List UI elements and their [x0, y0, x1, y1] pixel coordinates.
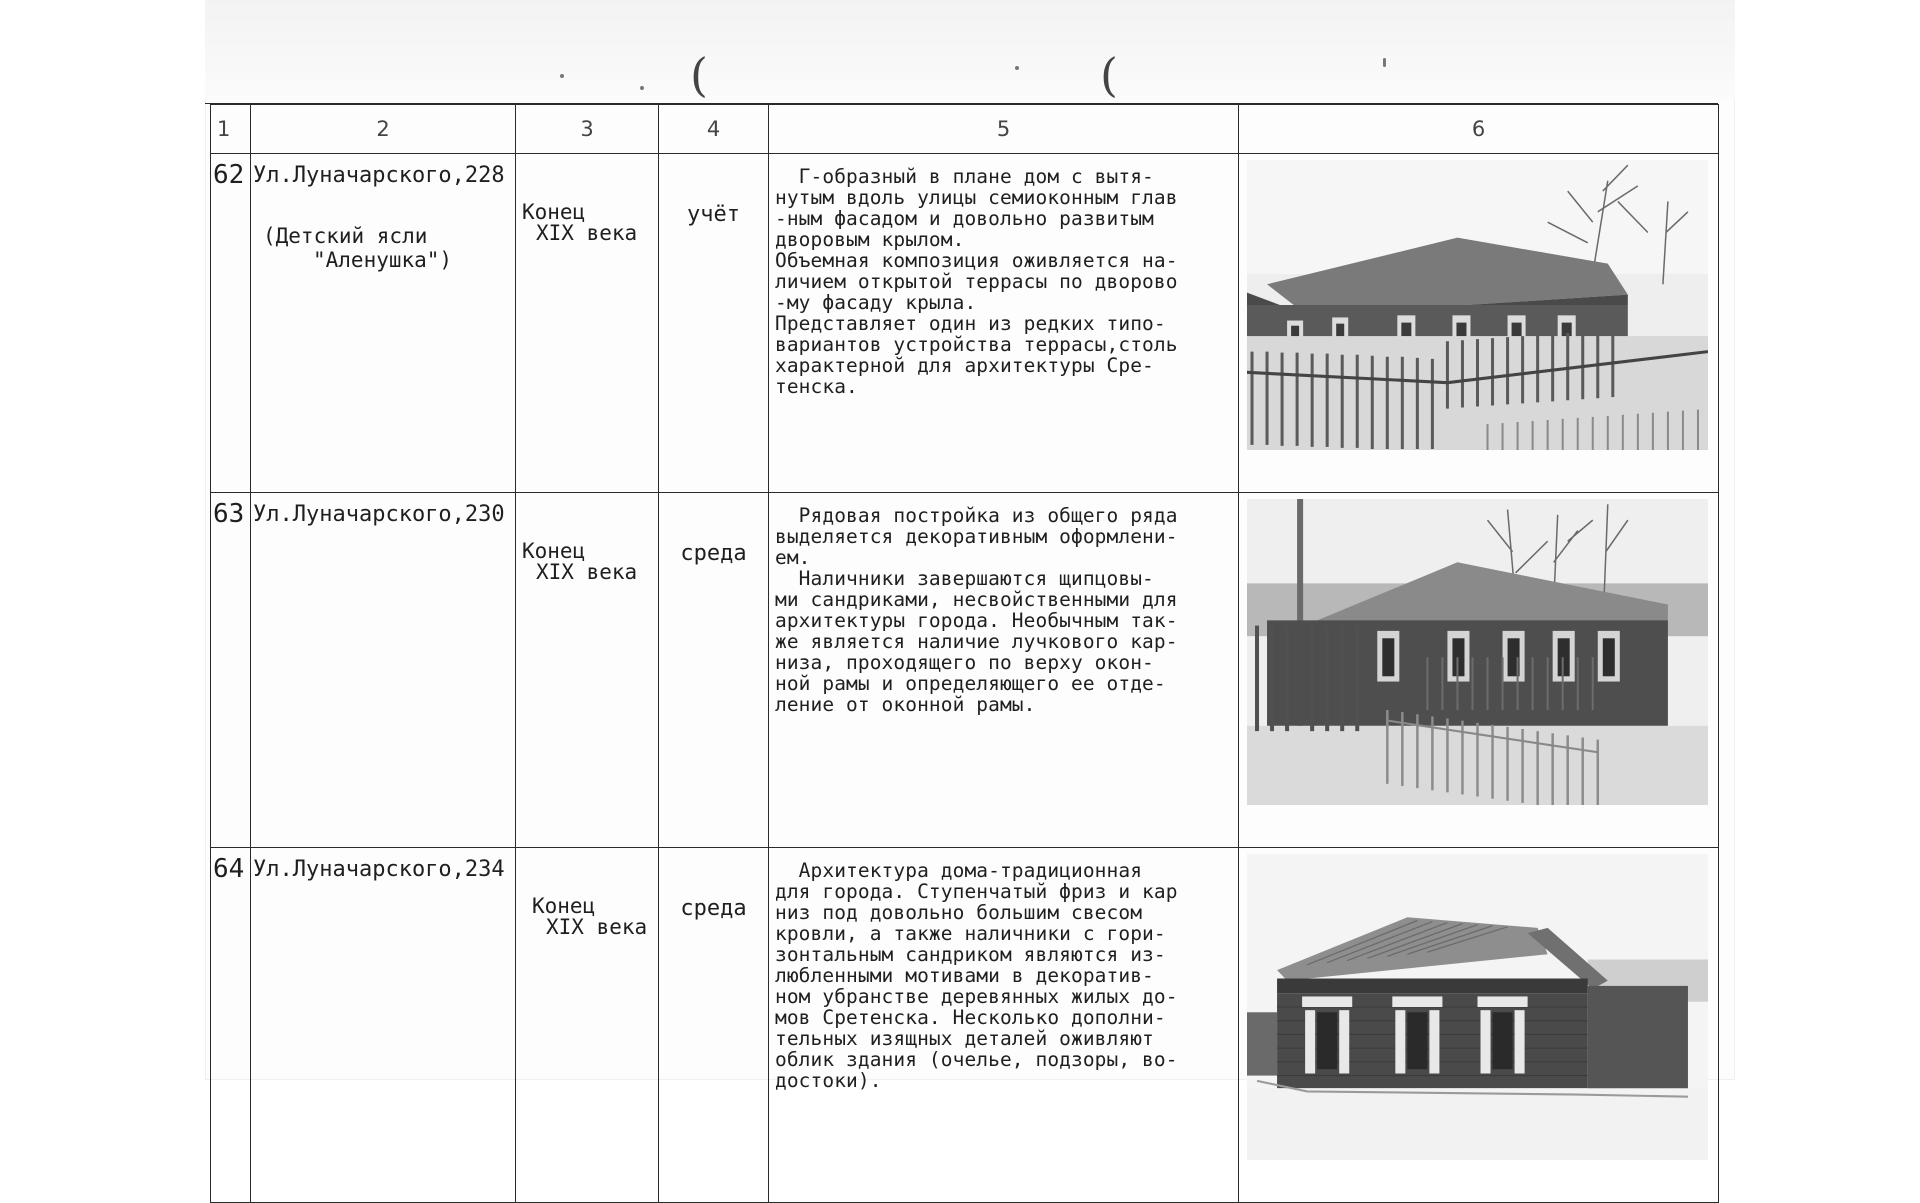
description-line: -му фасаду крыла. — [775, 291, 977, 314]
description-cell — [769, 848, 1239, 1203]
entry-number: 64 — [211, 848, 251, 1203]
era-cell — [516, 154, 659, 493]
description-line: для города. Ступенчатый фриз и кар — [775, 880, 1178, 903]
heritage-register-table — [210, 104, 1719, 1203]
description-line: ми сандриками, несвойственными для — [775, 588, 1178, 611]
description-line: зонтальным сандриком являются из- — [775, 943, 1166, 966]
scan-speck — [640, 86, 644, 90]
address-cell — [251, 493, 516, 848]
description-cell — [769, 154, 1239, 493]
description-line: низ под довольно большим свесом — [775, 901, 1143, 924]
era-line: Конец — [522, 539, 586, 563]
column-number: 6 — [1239, 105, 1719, 154]
description-line: ем. — [775, 546, 811, 569]
description-line: вариантов устройства террасы,столь — [775, 333, 1178, 356]
description-line: ной рамы и определяющего ее отде- — [775, 672, 1166, 695]
protection-status: среда — [659, 493, 769, 848]
description-line: облик здания (очелье, подзоры, во- — [775, 1048, 1178, 1071]
description-line: ление от оконной рамы. — [775, 693, 1036, 716]
house-photo — [1247, 854, 1708, 1160]
era-cell — [516, 848, 659, 1203]
photo-cell — [1239, 493, 1719, 848]
protection-status: учёт — [659, 154, 769, 493]
description-line: тенска. — [775, 375, 858, 398]
description-line: же является наличие лучкового кар- — [775, 630, 1178, 653]
description-line: достоки). — [775, 1069, 882, 1092]
address-note-line: (Детский ясли — [263, 223, 428, 248]
table-row — [211, 848, 1719, 1203]
address-note — [263, 224, 515, 272]
description-line: кровли, а также наличники с гори- — [775, 922, 1166, 945]
description-line: -ным фасадом и довольно развитым — [775, 207, 1154, 230]
description-line: выделяется декоративным оформлени- — [775, 525, 1178, 548]
house-photo — [1247, 499, 1708, 805]
description-line: Архитектура дома-традиционная — [775, 859, 1143, 882]
description-line: Представляет один из редких типо- — [775, 312, 1166, 335]
binding-hole-mark: ( — [690, 48, 708, 102]
address-cell — [251, 848, 516, 1203]
description-line: личием открытой террасы по дворово — [775, 270, 1178, 293]
column-number: 5 — [769, 105, 1239, 154]
address: Ул.Луначарского,230 — [253, 502, 505, 527]
description-line: тельных изящных деталей оживляют — [775, 1027, 1154, 1050]
description-line: Рядовая постройка из общего ряда — [775, 504, 1178, 527]
description-line: Наличники завершаются щипцовы- — [775, 567, 1154, 590]
column-number: 1 — [211, 105, 251, 154]
column-number: 3 — [516, 105, 659, 154]
era-cell — [516, 493, 659, 848]
description-line: дворовым крылом. — [775, 228, 965, 251]
binding-hole-mark: ( — [1100, 48, 1118, 102]
description-line: низа, проходящего по верху окон- — [775, 651, 1154, 674]
description-line: нутым вдоль улицы семиоконным глав — [775, 186, 1178, 209]
era-line: Конец — [522, 200, 586, 224]
description-line: любленными мотивами в декоратив- — [775, 964, 1154, 987]
entry-number: 62 — [211, 154, 251, 493]
era-line: XIX века — [536, 560, 638, 584]
photo-cell — [1239, 848, 1719, 1203]
scan-speck — [560, 74, 564, 78]
era-line: XIX века — [536, 221, 638, 245]
era-line: XIX века — [546, 915, 648, 939]
address: Ул.Луначарского,234 — [253, 857, 505, 882]
description-line: ном убранстве деревянных жилых до- — [775, 985, 1178, 1008]
description-line: характерной для архитектуры Сре- — [775, 354, 1154, 377]
address-note-line: "Аленушка") — [313, 247, 453, 272]
sheet-top-margin — [205, 0, 1735, 100]
photo-cell — [1239, 154, 1719, 493]
table-row — [211, 154, 1719, 493]
protection-status: среда — [659, 848, 769, 1203]
address-cell — [251, 154, 516, 493]
address: Ул.Луначарского,228 — [253, 163, 505, 188]
description-line: Объемная композиция оживляется на- — [775, 249, 1178, 272]
description-cell — [769, 493, 1239, 848]
column-number-row — [211, 105, 1719, 154]
scan-speck — [1383, 58, 1386, 67]
entry-number: 63 — [211, 493, 251, 848]
description-line: архитектуры города. Необычным так- — [775, 609, 1178, 632]
column-number: 2 — [251, 105, 516, 154]
description-line: Г-образный в плане дом с вытя- — [775, 165, 1154, 188]
description-line: мов Сретенска. Несколько дополни- — [775, 1006, 1166, 1029]
column-number: 4 — [659, 105, 769, 154]
scan-speck — [1015, 66, 1019, 70]
era-line: Конец — [532, 894, 596, 918]
house-photo — [1247, 160, 1708, 450]
table-row — [211, 493, 1719, 848]
